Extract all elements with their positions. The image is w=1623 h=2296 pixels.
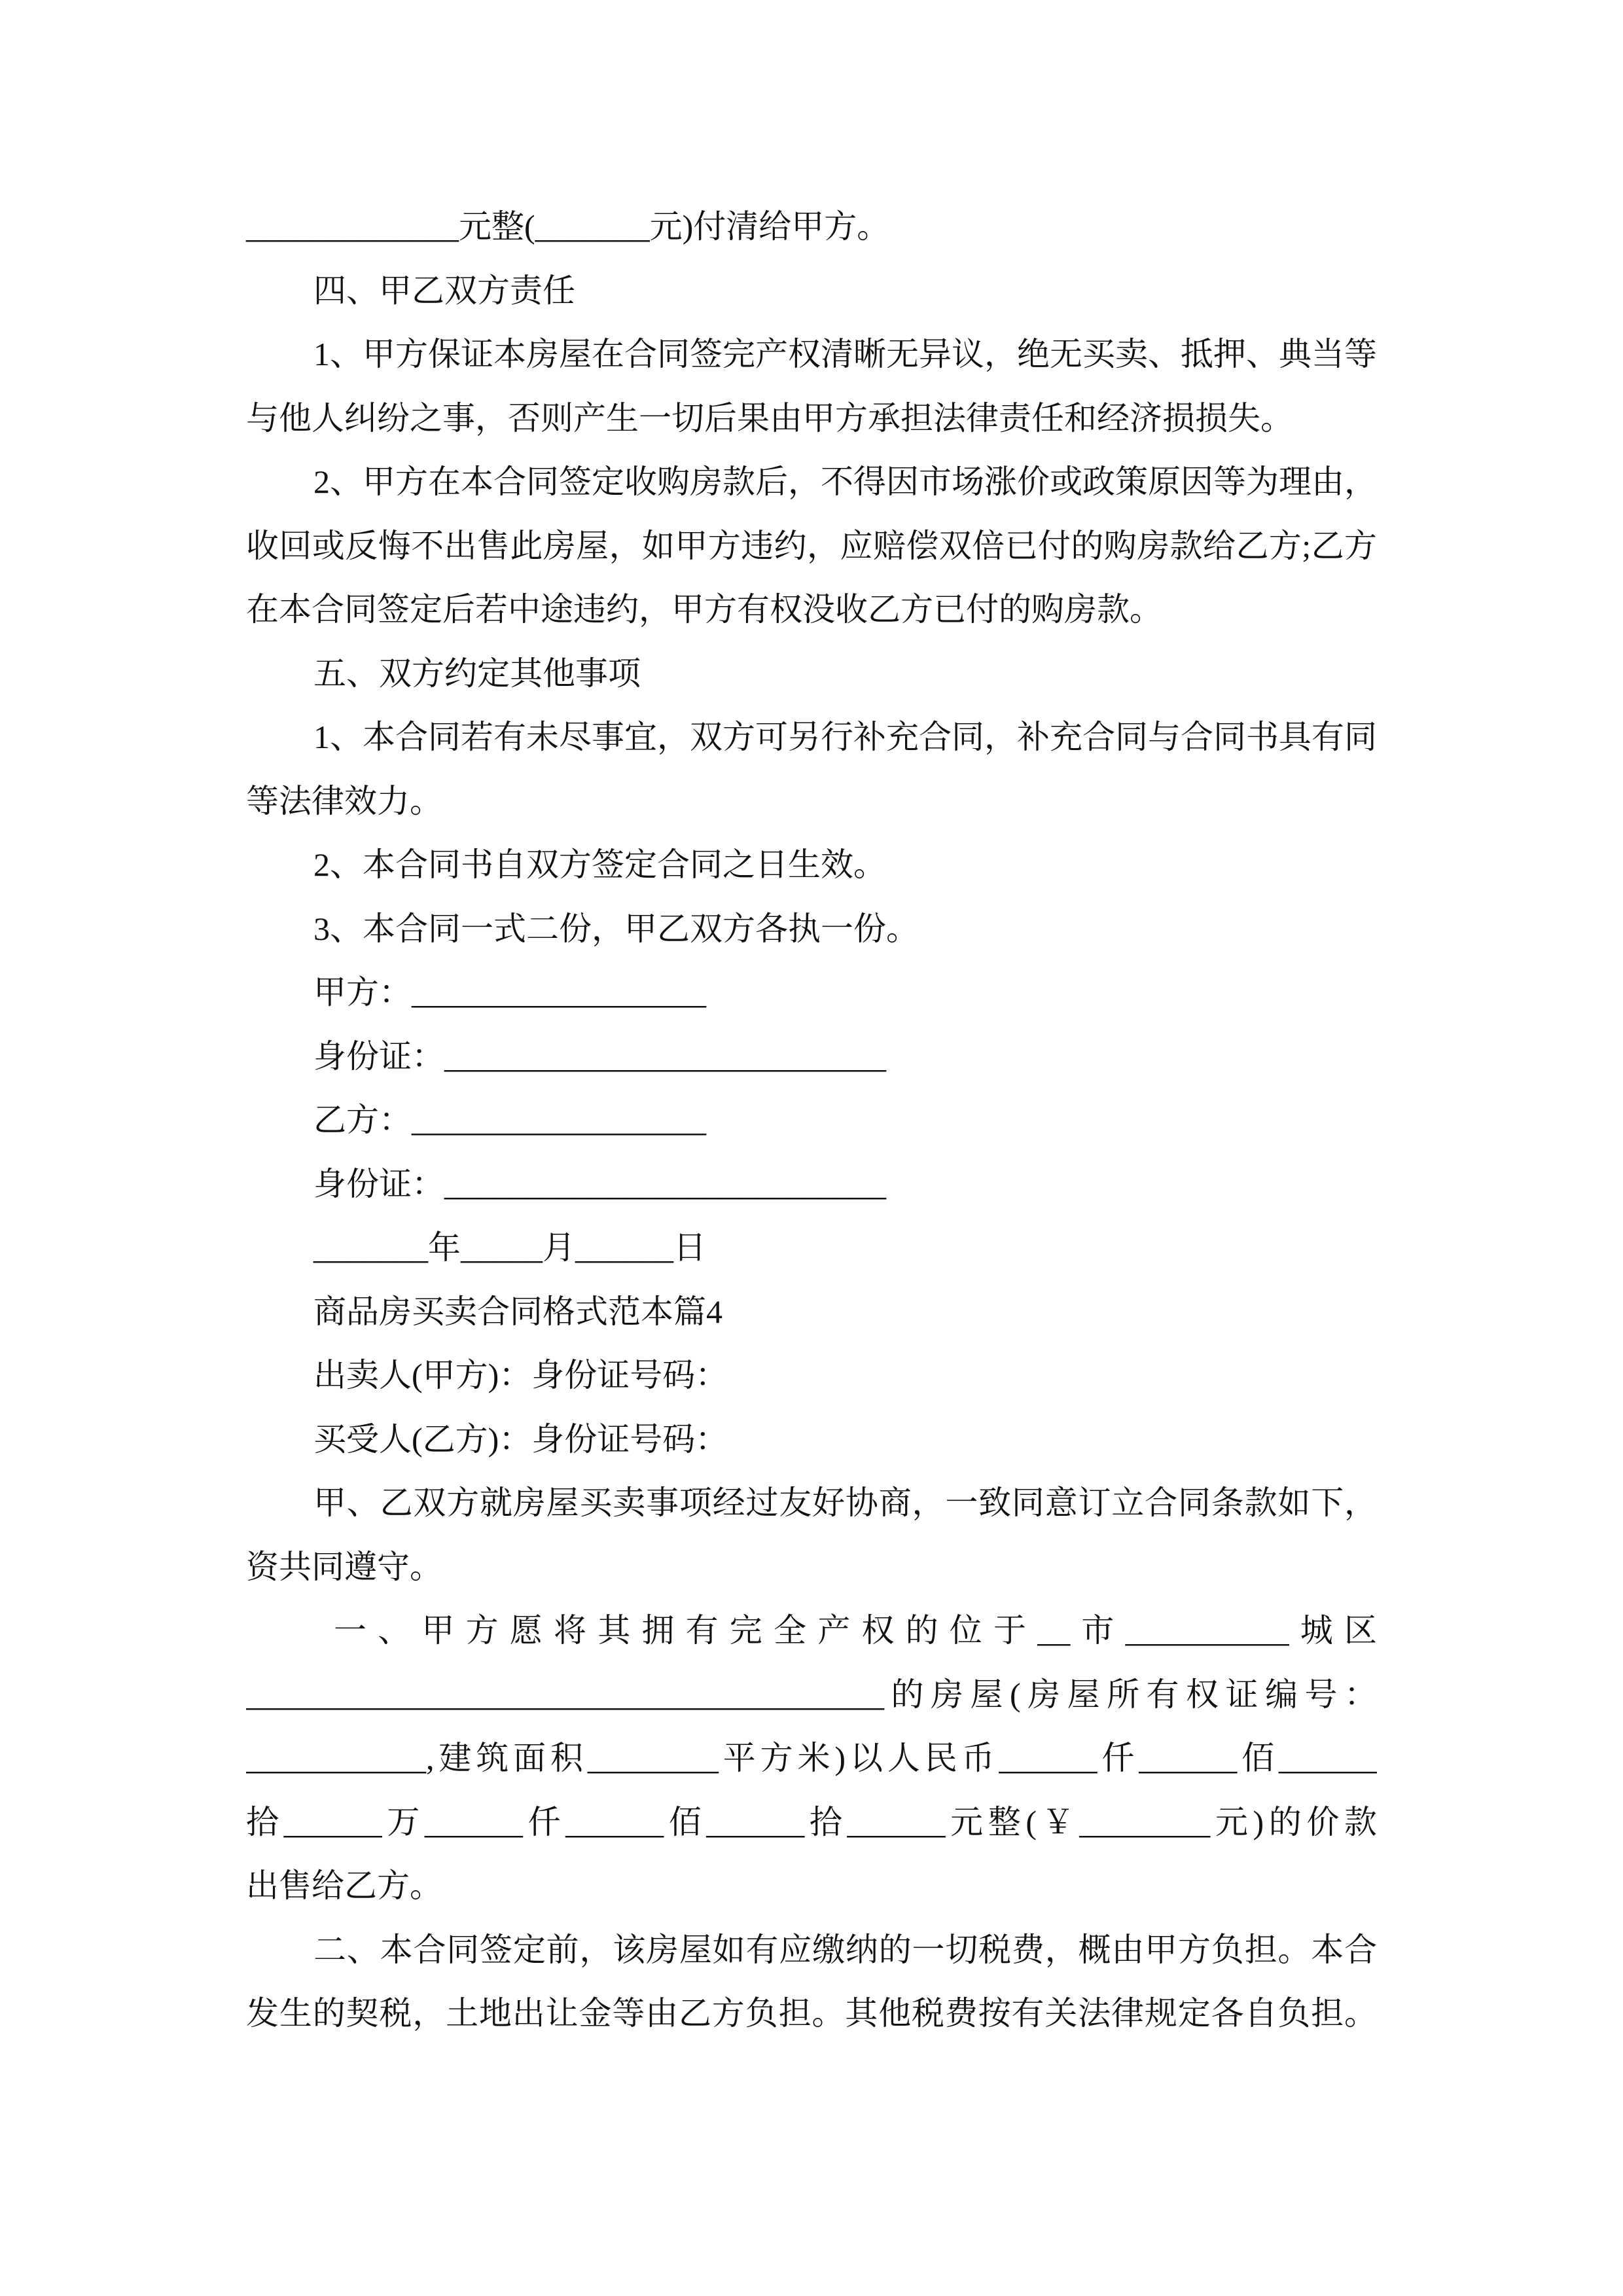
text-line: 身份证：___________________________ [313, 1037, 886, 1075]
text-line: 四、甲乙双方责任 [313, 272, 575, 309]
text-line: 商品房买卖合同格式范本篇4 [313, 1293, 722, 1330]
text-line: 等法律效力。 [246, 782, 442, 819]
document-page [246, 195, 1377, 2046]
text-line: 3、本合同一式二份，甲乙双方各执一份。 [313, 910, 919, 947]
text-line: 1、甲方保证本房屋在合同签完产权清晰无异议，绝无买卖、抵押、典当等 [313, 336, 1377, 372]
text-line: _______________________________________的房屋(房屋所有权证编号： [246, 1676, 1377, 1713]
text-line: 出售给乙方。 [246, 1867, 442, 1904]
text-line: 买受人(乙方)：身份证号码： [313, 1420, 728, 1458]
text-line: 甲方：__________________ [313, 974, 706, 1011]
text-line: _______年_____月______日 [313, 1229, 706, 1266]
text-line: 资共同遵守。 [246, 1548, 442, 1585]
text-line: 甲、乙双方就房屋买卖事项经过友好协商，一致同意订立合同条款如下， [313, 1484, 1377, 1521]
text-line: 与他人纠纷之事，否则产生一切后果由甲方承担法律责任和经济损损失。 [246, 399, 1293, 437]
text-line: 1、本合同若有未尽事宜，双方可另行补充合同，补充合同与合同书具有同 [313, 719, 1377, 755]
text-line: 出卖人(甲方)：身份证号码： [313, 1357, 728, 1393]
text-line: 一、甲方愿将其拥有完全产权的位于__市__________城区 [334, 1612, 1377, 1649]
text-line: _____________元整(_______元)付清给甲方。 [246, 208, 890, 245]
text-line: 发生的契税，土地出让金等由乙方负担。其他税费按有关法律规定各自负担。 [246, 1995, 1377, 2032]
text-line: 五、双方约定其他事项 [313, 655, 641, 692]
text-line: 乙方：__________________ [313, 1102, 706, 1138]
text-line: 在本合同签定后若中途违约，甲方有权没收乙方已付的购房款。 [246, 591, 1162, 628]
text-line: 二、本合同签定前，该房屋如有应缴纳的一切税费，概由甲方负担。本合 [313, 1931, 1377, 1968]
text-line: 身份证：___________________________ [313, 1165, 886, 1202]
text-line: 收回或反悔不出售此房屋，如甲方违约，应赔偿双倍已付的购房款给乙方;乙方 [246, 527, 1377, 564]
text-line: 2、甲方在本合同签定收购房款后，不得因市场涨价或政策原因等为理由， [313, 463, 1377, 500]
text-line: ___________,建筑面积________平方米)以人民币______仟______佰______ [246, 1740, 1377, 1776]
text-line: 拾______万______仟______佰______拾______元整(￥________元)的价款 [246, 1803, 1377, 1840]
text-line: 2、本合同书自双方签定合同之日生效。 [313, 846, 886, 883]
